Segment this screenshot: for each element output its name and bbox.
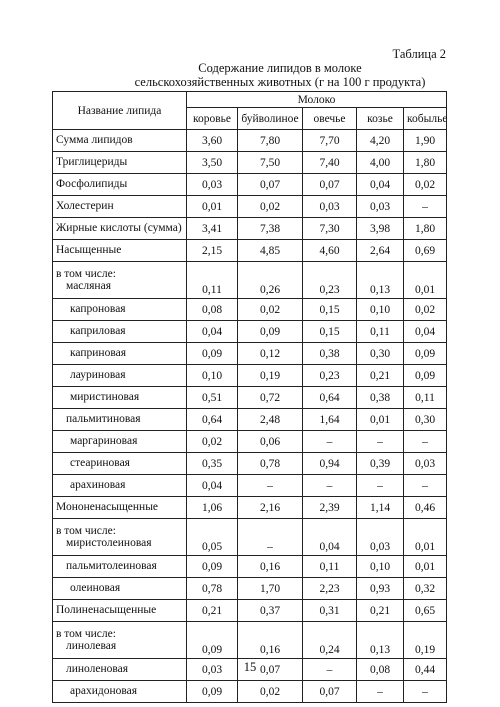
- value-cell: 0,09: [187, 556, 238, 578]
- lipid-name: Жирные кислоты (сумма): [56, 222, 182, 234]
- value-cell: –: [404, 196, 447, 218]
- value-cell: 7,80: [238, 130, 303, 152]
- value-cell: 4,00: [357, 152, 404, 174]
- lipid-name: пальмитолеиновая: [66, 560, 157, 572]
- table-row: [53, 578, 447, 600]
- table-row: [53, 174, 447, 196]
- value-cell: 0,38: [303, 343, 357, 365]
- value-cell: 0,11: [357, 321, 404, 343]
- page-number: 15: [243, 660, 257, 674]
- value-cell: 0,23: [303, 365, 357, 387]
- value-cell: 0,07: [238, 659, 303, 681]
- table-row: [53, 519, 447, 556]
- value-cell: 0,39: [357, 453, 404, 475]
- subgroup-label: в том числе:: [56, 627, 116, 640]
- value-cell: 0,16: [238, 556, 303, 578]
- value-cell: 0,15: [303, 321, 357, 343]
- value-cell: 0,21: [357, 365, 404, 387]
- value-cell: 0,01: [357, 409, 404, 431]
- table-row: [53, 497, 447, 519]
- lipid-name: Полиненасыщенные: [56, 604, 157, 616]
- value-cell: –: [404, 431, 447, 453]
- value-cell: 0,23: [303, 262, 357, 299]
- value-cell: 0,78: [187, 578, 238, 600]
- value-cell: 0,30: [357, 343, 404, 365]
- value-cell: 0,04: [187, 321, 238, 343]
- value-cell: 0,08: [187, 299, 238, 321]
- value-cell: 1,80: [404, 152, 447, 174]
- value-cell: 2,15: [187, 240, 238, 262]
- subgroup-label: в том числе:: [56, 524, 116, 537]
- lipid-name-cell: [53, 130, 187, 152]
- value-cell: 3,60: [187, 130, 238, 152]
- lipid-name-cell: [53, 497, 187, 519]
- value-cell: 7,40: [303, 152, 357, 174]
- value-cell: 0,15: [303, 299, 357, 321]
- header-column: овечье: [303, 108, 357, 130]
- lipid-name-cell: [53, 453, 187, 475]
- caption-line-1: Содержание липидов в молоке: [198, 61, 362, 75]
- table-row: [53, 343, 447, 365]
- value-cell: 0,07: [303, 681, 357, 703]
- value-cell: 0,07: [238, 174, 303, 196]
- table-row: [53, 262, 447, 299]
- value-cell: 4,60: [303, 240, 357, 262]
- value-cell: 7,50: [238, 152, 303, 174]
- value-cell: 0,94: [303, 453, 357, 475]
- value-cell: 0,09: [187, 622, 238, 659]
- lipid-name: Мононенасыщенные: [56, 501, 159, 513]
- lipid-name: Сумма липидов: [56, 134, 133, 146]
- value-cell: –: [238, 475, 303, 497]
- value-cell: 0,06: [238, 431, 303, 453]
- table-row: [53, 196, 447, 218]
- lipid-name-cell: [53, 431, 187, 453]
- value-cell: –: [357, 475, 404, 497]
- value-cell: 0,78: [238, 453, 303, 475]
- value-cell: 0,51: [187, 387, 238, 409]
- header-column: козье: [357, 108, 404, 130]
- value-cell: 0,09: [404, 365, 447, 387]
- value-cell: 0,13: [357, 262, 404, 299]
- value-cell: 0,02: [238, 681, 303, 703]
- header-column: кобылье: [404, 108, 447, 130]
- lipid-name-cell: [53, 299, 187, 321]
- value-cell: 0,44: [404, 659, 447, 681]
- value-cell: 7,38: [238, 218, 303, 240]
- value-cell: 0,21: [357, 600, 404, 622]
- value-cell: 7,30: [303, 218, 357, 240]
- value-cell: 0,72: [238, 387, 303, 409]
- lipid-name-cell: [53, 387, 187, 409]
- value-cell: 0,03: [187, 659, 238, 681]
- table-row: [53, 321, 447, 343]
- lipid-name-cell: [53, 240, 187, 262]
- lipid-table: [52, 91, 447, 703]
- table-row: [53, 130, 447, 152]
- value-cell: 0,09: [404, 343, 447, 365]
- subgroup-label: в том числе:: [56, 267, 116, 280]
- value-cell: 0,10: [187, 365, 238, 387]
- value-cell: 1,80: [404, 218, 447, 240]
- value-cell: 0,01: [187, 196, 238, 218]
- value-cell: –: [404, 681, 447, 703]
- value-cell: 0,10: [357, 299, 404, 321]
- value-cell: 0,03: [357, 196, 404, 218]
- lipid-name: каприновая: [70, 347, 127, 359]
- table-row: [53, 299, 447, 321]
- lipid-name-cell: [53, 409, 187, 431]
- value-cell: 4,20: [357, 130, 404, 152]
- table-row: [53, 475, 447, 497]
- value-cell: 0,30: [404, 409, 447, 431]
- value-cell: 3,41: [187, 218, 238, 240]
- lipid-name: стеариновая: [70, 457, 130, 469]
- table-row: [53, 600, 447, 622]
- lipid-name-cell: [53, 600, 187, 622]
- value-cell: 0,11: [303, 556, 357, 578]
- value-cell: –: [303, 431, 357, 453]
- value-cell: 0,65: [404, 600, 447, 622]
- value-cell: 0,24: [303, 622, 357, 659]
- value-cell: 0,04: [303, 519, 357, 556]
- lipid-name-cell: [53, 343, 187, 365]
- caption-line-2: сельскохозяйственных животных (г на 100 г продукта): [134, 75, 426, 89]
- table-row: [53, 387, 447, 409]
- table-row: [53, 453, 447, 475]
- lipid-name: капроновая: [70, 303, 126, 315]
- value-cell: 0,02: [187, 431, 238, 453]
- lipid-name-cell: [53, 262, 187, 299]
- value-cell: 0,21: [187, 600, 238, 622]
- table-caption: [100, 61, 460, 89]
- value-cell: 1,70: [238, 578, 303, 600]
- lipid-name: олеиновая: [70, 582, 121, 594]
- value-cell: 3,98: [357, 218, 404, 240]
- value-cell: 1,06: [187, 497, 238, 519]
- value-cell: 0,09: [187, 681, 238, 703]
- value-cell: –: [357, 681, 404, 703]
- value-cell: 2,23: [303, 578, 357, 600]
- value-cell: 0,10: [357, 556, 404, 578]
- value-cell: 1,14: [357, 497, 404, 519]
- table-label: Таблица 2: [392, 47, 446, 61]
- value-cell: 0,32: [404, 578, 447, 600]
- value-cell: 0,03: [404, 453, 447, 475]
- lipid-name: маргариновая: [70, 435, 138, 447]
- value-cell: 3,50: [187, 152, 238, 174]
- value-cell: 0,19: [404, 622, 447, 659]
- value-cell: 2,16: [238, 497, 303, 519]
- value-cell: 0,02: [238, 196, 303, 218]
- value-cell: –: [357, 431, 404, 453]
- table-row: [53, 240, 447, 262]
- lipid-name: миристолеиновая: [66, 536, 152, 549]
- value-cell: 0,08: [357, 659, 404, 681]
- table-row: [53, 152, 447, 174]
- lipid-name: каприловая: [70, 325, 126, 337]
- value-cell: 2,39: [303, 497, 357, 519]
- lipid-name-cell: [53, 218, 187, 240]
- value-cell: 0,13: [357, 622, 404, 659]
- value-cell: 0,37: [238, 600, 303, 622]
- value-cell: –: [303, 475, 357, 497]
- value-cell: 0,09: [187, 343, 238, 365]
- value-cell: 2,64: [357, 240, 404, 262]
- table-row: [53, 431, 447, 453]
- value-cell: 7,70: [303, 130, 357, 152]
- value-cell: 0,26: [238, 262, 303, 299]
- lipid-name: линоленовая: [66, 663, 129, 675]
- lipid-name: арахиновая: [70, 479, 126, 491]
- header-column: буйволиное: [238, 108, 303, 130]
- value-cell: 0,04: [187, 475, 238, 497]
- value-cell: 0,09: [238, 321, 303, 343]
- value-cell: 0,03: [187, 174, 238, 196]
- lipid-name-cell: [53, 365, 187, 387]
- lipid-name: миристиновая: [70, 391, 140, 403]
- value-cell: 0,02: [404, 174, 447, 196]
- value-cell: 0,03: [303, 196, 357, 218]
- value-cell: 0,69: [404, 240, 447, 262]
- value-cell: 1,90: [404, 130, 447, 152]
- value-cell: 0,01: [404, 556, 447, 578]
- value-cell: 4,85: [238, 240, 303, 262]
- lipid-name: Триглицериды: [56, 156, 128, 168]
- lipid-name: линолевая: [66, 639, 117, 652]
- value-cell: 0,02: [238, 299, 303, 321]
- table-row: [53, 681, 447, 703]
- lipid-name-cell: [53, 556, 187, 578]
- value-cell: 0,07: [303, 174, 357, 196]
- value-cell: 0,01: [404, 519, 447, 556]
- value-cell: –: [404, 475, 447, 497]
- lipid-name: пальмитиновая: [66, 413, 141, 425]
- table-row: [53, 218, 447, 240]
- lipid-name: арахидоновая: [70, 685, 138, 697]
- lipid-name-cell: [53, 622, 187, 659]
- lipid-name: Фосфолипиды: [56, 178, 128, 190]
- value-cell: 0,38: [357, 387, 404, 409]
- lipid-name: Насыщенные: [56, 244, 122, 256]
- value-cell: 0,11: [187, 262, 238, 299]
- value-cell: 0,04: [404, 321, 447, 343]
- value-cell: 0,31: [303, 600, 357, 622]
- value-cell: 0,46: [404, 497, 447, 519]
- lipid-name-cell: [53, 519, 187, 556]
- value-cell: 0,35: [187, 453, 238, 475]
- value-cell: 0,12: [238, 343, 303, 365]
- table-row: [53, 622, 447, 659]
- value-cell: 0,05: [187, 519, 238, 556]
- lipid-name-cell: [53, 475, 187, 497]
- value-cell: 0,02: [404, 299, 447, 321]
- value-cell: 0,19: [238, 365, 303, 387]
- value-cell: 0,64: [303, 387, 357, 409]
- lipid-name-cell: [53, 152, 187, 174]
- value-cell: 0,01: [404, 262, 447, 299]
- table-row: [53, 365, 447, 387]
- lipid-name-cell: [53, 174, 187, 196]
- header-column: коровье: [187, 108, 238, 130]
- value-cell: 0,03: [357, 519, 404, 556]
- value-cell: –: [303, 659, 357, 681]
- value-cell: 1,64: [303, 409, 357, 431]
- table-row: [53, 409, 447, 431]
- lipid-name: масляная: [66, 279, 111, 292]
- value-cell: 0,64: [187, 409, 238, 431]
- lipid-name: Холестерин: [56, 200, 114, 212]
- lipid-name-cell: [53, 681, 187, 703]
- lipid-name-cell: [53, 321, 187, 343]
- value-cell: 2,48: [238, 409, 303, 431]
- header-lipid-name: Название липида: [53, 92, 187, 130]
- value-cell: 0,11: [404, 387, 447, 409]
- header-milk-group: Молоко: [187, 92, 447, 108]
- table-row: [53, 556, 447, 578]
- lipid-name-cell: [53, 196, 187, 218]
- lipid-name: лауриновая: [70, 369, 126, 381]
- value-cell: –: [238, 519, 303, 556]
- value-cell: 0,16: [238, 622, 303, 659]
- value-cell: 0,93: [357, 578, 404, 600]
- value-cell: 0,04: [357, 174, 404, 196]
- lipid-name-cell: [53, 578, 187, 600]
